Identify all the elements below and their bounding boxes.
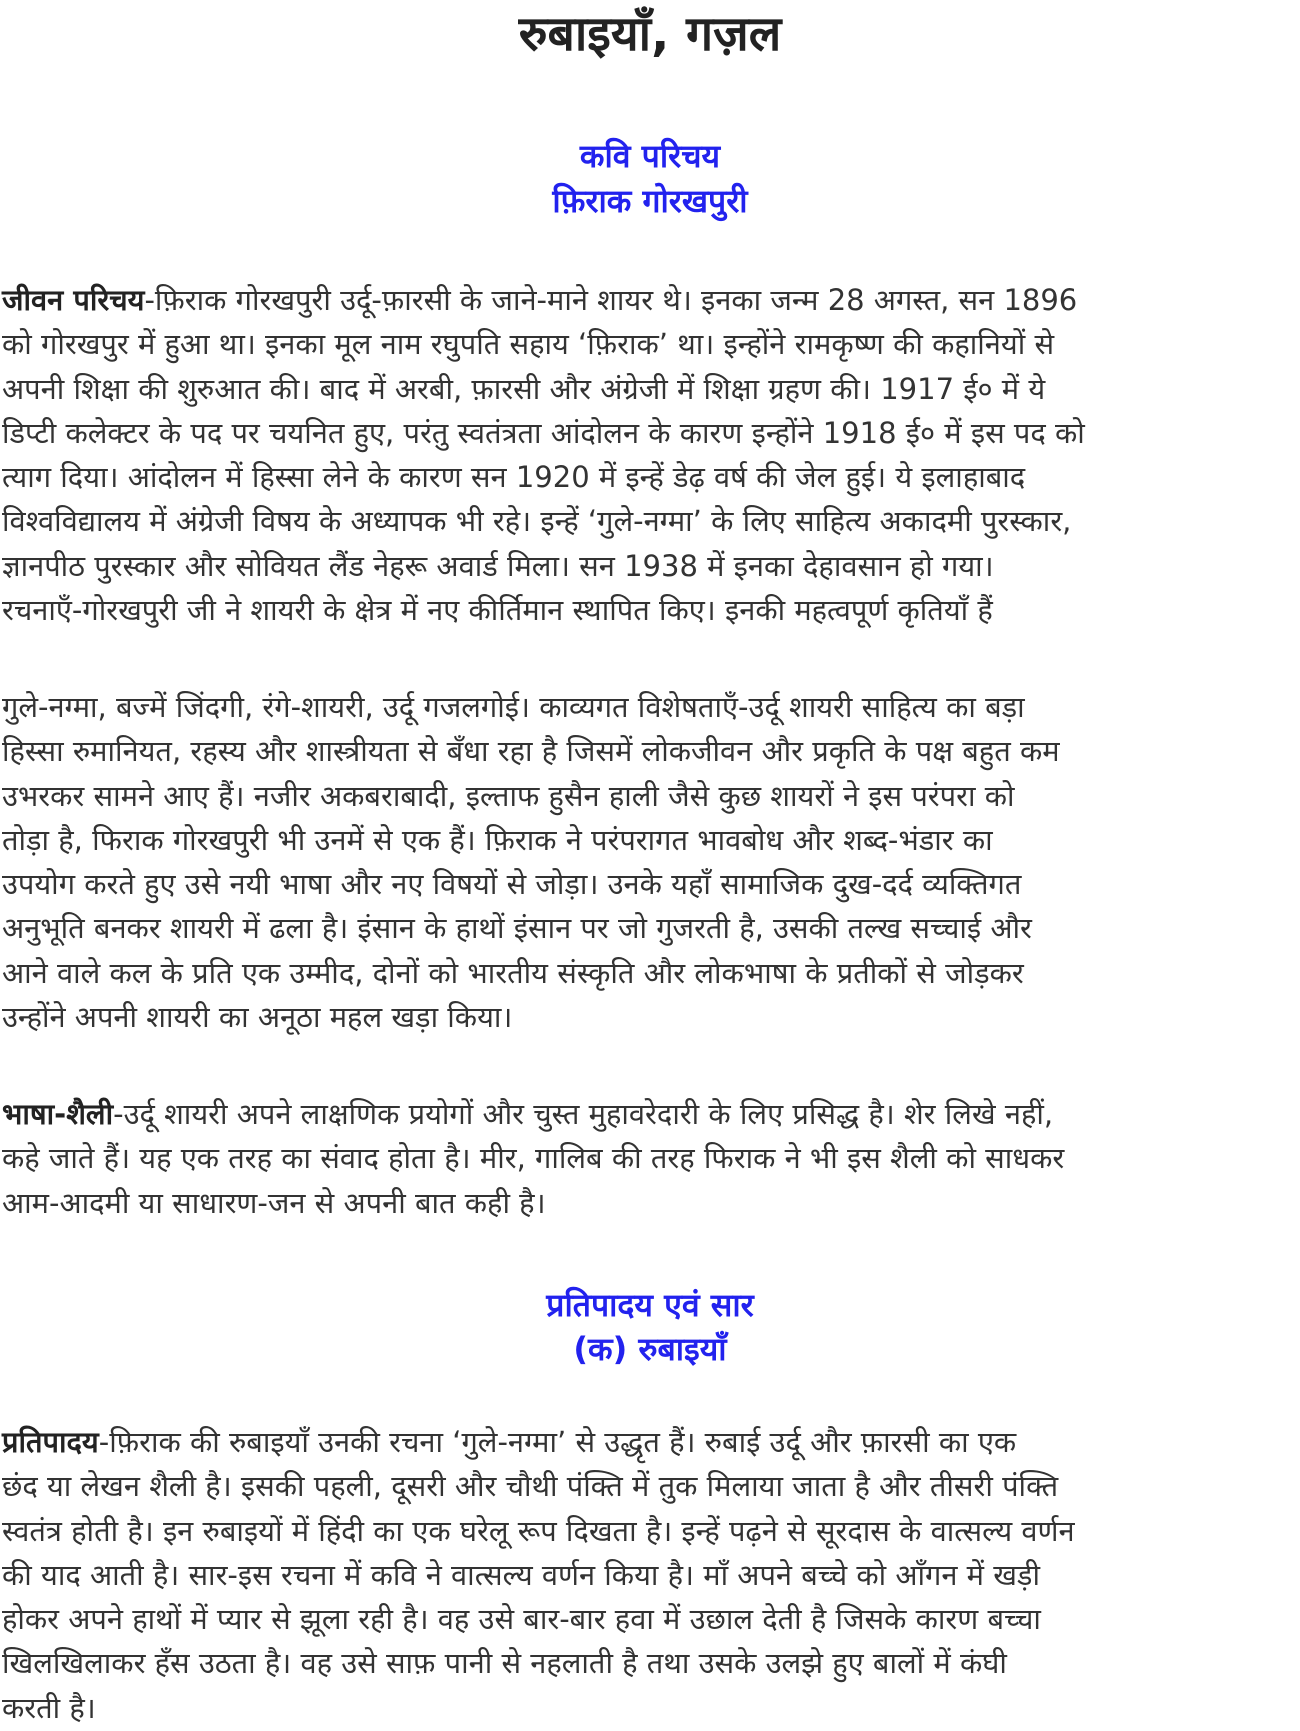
- section-subheading-rubaiyan: (क) रुबाइयाँ: [573, 1330, 727, 1368]
- text-line: [2, 1092, 1300, 1136]
- text-span: -फ़िराक गोरखपुरी उर्दू-फ़ारसी के जाने-माने शायर थे। इनका जन्म 28 अगस्त, सन 1896: [144, 283, 1078, 317]
- page-title: रुबाइयाँ, गज़ल: [518, 6, 782, 62]
- text-line: उभरकर सामने आए हैं। नजीर अकबराबादी, इल्ताफ हुसैन हाली जैसे कुछ शायरों ने इस परंपरा को: [2, 778, 1015, 813]
- text-line: स्वतंत्र होती है। इन रुबाइयों में हिंदी का एक घरेलू रूप दिखता है। इन्हें पढ़ने से सूरदास के वात्सल्य वर्णन: [2, 1513, 1075, 1548]
- paragraph-bhasha-shaili: [2, 1092, 1300, 1225]
- text-line: [2, 278, 1300, 322]
- text-line: होकर अपने हाथों में प्यार से झूला रही है। वह उसे बार-बार हवा में उछाल देती है जिसके कारण बच्चा: [2, 1602, 1041, 1637]
- paragraph-pratipadya: [2, 1420, 1300, 1730]
- paragraph-label: जीवन परिचय: [2, 283, 145, 317]
- text-span: -उर्दू शायरी अपने लाक्षणिक प्रयोगों और चुस्त मुहावरेदारी के लिए प्रसिद्ध है। शेर लिखे नहीं,: [113, 1097, 1054, 1131]
- text-span: -फ़िराक की रुबाइयाँ उनकी रचना ‘गुले-नग्मा’ से उद्धृत हैं। रुबाई उर्दू और फ़ारसी का एक: [98, 1425, 1017, 1459]
- text-line: उपयोग करते हुए उसे नयी भाषा और नए विषयों से जोड़ा। उनके यहाँ सामाजिक दुख-दर्द व्यक्तिगत: [2, 867, 1022, 902]
- text-line: आम-आदमी या साधारण-जन से अपनी बात कही है।: [2, 1185, 546, 1220]
- section-heading-kavi-parichay: कवि परिचय: [579, 137, 721, 175]
- text-line: छंद या लेखन शैली है। इसकी पहली, दूसरी और चौथी पंक्ति में तुक मिलाया जाता है और तीसरी पंक्ति: [2, 1469, 1059, 1504]
- section-subheading-poet-name: फ़िराक गोरखपुरी: [552, 182, 748, 220]
- text-line: करती है।: [2, 1690, 96, 1725]
- section-heading-pratipadya-saar: प्रतिपादय एवं सार: [546, 1286, 754, 1324]
- paragraph-label: भाषा-शैली: [2, 1097, 114, 1131]
- text-line: अनुभूति बनकर शायरी में ढला है। इंसान के हाथों इंसान पर जो गुजरती है, उसकी तल्ख सच्चाई और: [2, 911, 1032, 946]
- paragraph-kavyagat-visheshtaen: [2, 685, 1300, 1039]
- text-line: खिलखिलाकर हँस उठता है। वह उसे साफ़ पानी से नहलाती है तथा उसके उलझे हुए बालों में कंघी: [2, 1646, 1007, 1681]
- text-line: अपनी शिक्षा की शुरुआत की। बाद में अरबी, फ़ारसी और अंग्रेजी में शिक्षा ग्रहण की। 1917 ई० में ये: [2, 371, 1046, 406]
- text-line: की याद आती है। सार-इस रचना में कवि ने वात्सल्य वर्णन किया है। माँ अपने बच्चे को आँगन में खड़ी: [2, 1557, 1040, 1592]
- paragraph-label: प्रतिपादय: [2, 1425, 99, 1459]
- text-line: डिप्टी कलेक्टर के पद पर चयनित हुए, परंतु स्वतंत्रता आंदोलन के कारण इन्होंने 1918 ई० में इस पद को: [2, 415, 1085, 450]
- text-line: रचनाएँ-गोरखपुरी जी ने शायरी के क्षेत्र में नए कीर्तिमान स्थापित किए। इनकी महत्वपूर्ण कृतियाँ हैं: [2, 593, 993, 628]
- text-line: ज्ञानपीठ पुरस्कार और सोवियत लैंड नेहरू अवार्ड मिला। सन 1938 में इनका देहावसान हो गया।: [2, 548, 994, 583]
- text-line: गुले-नग्मा, बज्में जिंदगी, रंगे-शायरी, उर्दू गजलगोई। काव्यगत विशेषताएँ-उर्दू शायरी साहित्य का बड़ा: [2, 690, 1025, 724]
- text-line: त्याग दिया। आंदोलन में हिस्सा लेने के कारण सन 1920 में इन्हें डेढ़ वर्ष की जेल हुई। ये इलाहाबाद: [2, 460, 1026, 495]
- text-line: को गोरखपुर में हुआ था। इनका मूल नाम रघुपति सहाय ‘फ़िराक’ था। इन्होंने रामकृष्ण की कहानियों से: [2, 327, 1055, 362]
- text-line: हिस्सा रुमानियत, रहस्य और शास्त्रीयता से बँधा रहा है जिसमें लोकजीवन और प्रकृति के पक्ष बहुत कम: [2, 734, 1060, 769]
- text-line: [2, 1420, 1300, 1464]
- paragraph-jeevan-parichay: [2, 278, 1300, 632]
- text-line: कहे जाते हैं। यह एक तरह का संवाद होता है। मीर, गालिब की तरह फिराक ने भी इस शैली को साधकर: [2, 1141, 1065, 1176]
- text-line: आने वाले कल के प्रति एक उम्मीद, दोनों को भारतीय संस्कृति और लोकभाषा के प्रतीकों से जोड़कर: [2, 955, 1024, 990]
- text-line: विश्वविद्यालय में अंग्रेजी विषय के अध्यापक भी रहे। इन्हें ‘गुले-नग्मा’ के लिए साहित्य अकादमी पुरस्कार,: [2, 504, 1072, 539]
- text-line: तोड़ा है, फिराक गोरखपुरी भी उनमें से एक हैं। फ़िराक ने परंपरागत भावबोध और शब्द-भंडार का: [2, 822, 993, 857]
- text-line: उन्होंने अपनी शायरी का अनूठा महल खड़ा किया।: [2, 1000, 513, 1035]
